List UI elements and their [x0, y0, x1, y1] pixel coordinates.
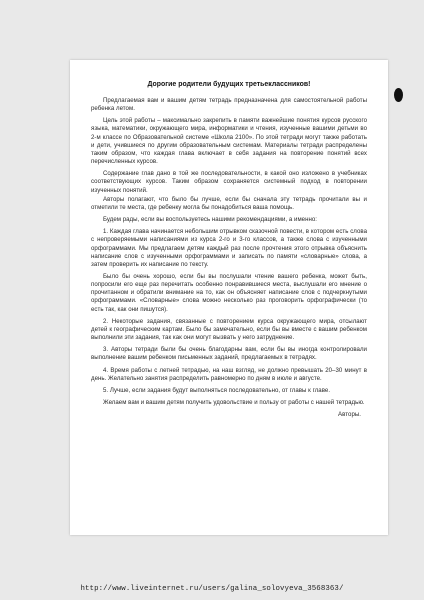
paragraph-recommendation-3: 3. Авторы тетради были бы очень благодарны вам, если бы вы иногда контролировали выполнение вашим ребенком письменных заданий, предлагаемых в тетрадях. — [91, 346, 367, 362]
paragraph-authors-suggest: Авторы полагают, что было бы лучше, если бы сначала эту тетрадь прочитали вы и отметили те места, где ребенку могла бы понадобиться ваша помощь. — [91, 195, 367, 211]
document-title: Дорогие родители будущих третьеклассников! — [147, 81, 311, 88]
paragraph-goal: Цель этой работы – максимально закрепить в памяти важнейшие понятия курсов русского языка, математики, окружающего мира, информатики и чтения, изученные вашими детьми во 2-м классе по Образовательной системе «Школа 2100». По этой тетради могут также работать и дети, учившиеся по другим образовательным системам. Материалы тетради распределены таким образом, что каждая глава включает в себя задания на повторение понятий всех перечисленных курсов. — [91, 117, 367, 166]
binder-hole-mark — [394, 88, 403, 102]
paragraph-recommendation-4: 4. Время работы с летней тетрадью, на наш взгляд, не должно превышать 20–30 минут в день. Желательно занятия распределить равномерно по дням в июле и августе. — [91, 366, 367, 382]
paragraph-recommendation-2: 2. Некоторые задания, связанные с повторением курса окружающего мира, отсылают детей к географическим картам. Было бы замечательно, если бы вы вместе с вашим ребенком выполнили эти задания, так как они могут вызвать у него затруднение. — [91, 317, 367, 342]
paragraph-content: Содержание глав дано в той же последовательности, в какой оно изложено в учебниках соответствующих курсов. Таким образом сохраняется системный подход в повторении изученных понятий. — [91, 170, 367, 194]
signature: Авторы. — [338, 411, 361, 419]
paragraph-wishes: Желаем вам и вашим детям получить удовольствие и пользу от работы с нашей тетрадью. — [103, 399, 365, 406]
paragraph-intro: Предлагаемая вам и вашим детям тетрадь предназначена для самостоятельной работы ребенка летом. — [91, 97, 367, 113]
paragraph-reading: Было бы очень хорошо, если бы вы послушали чтение вашего ребенка, может быть, попросили его еще раз перечитать особенно понравившиеся места, выслушали его мнение о прочитанном и обратили внимание на то, как он объясняет написание слов с подчеркнутыми орфограммами. «Словарные» слова можно несколько раз проговорить орфографически (то есть так, как они пишутся). — [91, 272, 367, 313]
document-page — [70, 60, 388, 535]
source-url: http://www.liveinternet.ru/users/galina_solovyeva_3568363/ — [80, 585, 344, 593]
paragraph-recommendation-1: 1. Каждая глава начинается небольшим отрывком сказочной повести, в котором есть слова с непроверяемыми написаниями из курса 2-го и 3-го классов, а также слова с изученными орфограммами. Мы предлагаем детям каждый раз после прочтения этого отрывка объяснить написание слов с изученными орфограммами и записать по памяти «словарные» слова, а затем проверить их написание по тексту. — [91, 228, 367, 268]
paragraph-recommendations-intro: Будем рады, если вы воспользуетесь нашими рекомендациями, а именно: — [103, 216, 318, 224]
paragraph-recommendation-5: 5. Лучше, если задания будут выполняться последовательно, от главы к главе. — [103, 386, 331, 394]
document-body — [91, 80, 367, 419]
